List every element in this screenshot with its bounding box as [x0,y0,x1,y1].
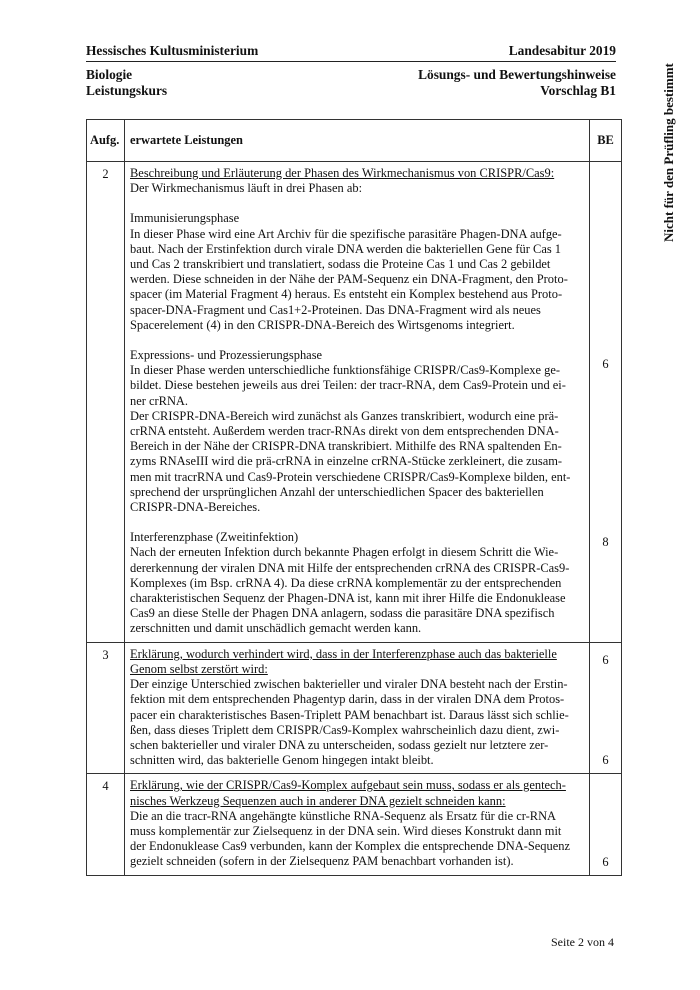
phase-3-text [130,545,584,636]
text-line: zerschnitten und damit unschädlich gemacht werden kann. [130,621,422,636]
document-type: Lösungs- und Bewertungshinweise [418,67,616,82]
task-3-points-cell [590,642,622,774]
task-2-content [125,162,590,643]
text-line: spacer (im Material Fragment 4) heraus. Es entsteht ein Komplex bestehend aus Proto- [130,287,563,302]
text-line: Die an die tracr-RNA angehängte künstliche RNA-Sequenz als Ersatz für die cr-RNA [130,808,557,823]
task-4-content [125,774,590,875]
exam-title: Landesabitur 2019 [508,43,616,58]
text-line: werden. Diese schneiden in der Nähe der PAM-Sequenz ein DNA-Fragment, den Proto- [130,272,568,287]
phase-2-points: 8 [602,535,609,549]
phase-1-points: 6 [602,357,609,371]
text-line: men mit tracrRNA und Cas9-Protein verschiedene CRISPR/Cas9-Komplexe bilden, ent- [130,469,571,484]
ministry-name: Hessisches Kultusministerium [86,43,259,58]
task-2-title: Beschreibung und Erläuterung der Phasen des Wirkmechanismus von CRISPR/Cas9: [130,166,555,180]
text-line: dererkennung der viralen DNA mit Hilfe der entsprechenden crRNA des CRISPR-Cas9- [130,560,570,575]
phase-2-text [130,363,584,515]
task-3-title-line: Genom selbst zerstört wird: [130,661,268,676]
phase-2-title: Expressions- und Prozessierungsphase [130,348,323,363]
course-name: Leistungskurs [86,83,168,98]
text-line: crRNA entsteht. Außerdem werden tracr-RNAs direkt von dem entsprechenden DNA- [130,424,559,439]
text-line: ner crRNA. [130,393,189,408]
text-line: gezielt schneiden (sofern in der Zielsequenz PAM benachbart vorhanden ist). [130,854,514,869]
text-line: Cas9 an diese Stelle der Phagen DNA anlagern, sodass die parasitäre DNA spezifisch [130,606,555,621]
task-3-content [125,642,590,774]
page-number: Seite 2 von 4 [551,935,614,949]
table-row-task-4 [87,774,622,875]
text-line: Der einzige Unterschied zwischen bakterieller und viraler DNA besteht nach der Erstin- [130,677,568,692]
text-line: fektion mit dem entsprechenden Phagentyp darin, dass in der viralen DNA dem Protos- [130,692,565,707]
text-line: schnitten wird, das bakterielle Genom hingegen intakt bleibt. [130,753,434,768]
text-line: muss komplementär zur Zielsequenz in der DNA sein. Wird dieses Konstrukt dann mit [130,823,562,838]
solutions-table [86,119,622,876]
task-2-points [590,162,622,667]
text-line: schen bakterieller und viraler DNA zu unterscheiden, sodass gezielt nur letztere zer- [130,737,549,752]
text-line: sprechend der ursprünglichen Anzahl der unterschiedlichen Spacer des bakteriellen [130,484,544,499]
text-line: baut. Nach der Erstinfektion durch virale DNA werden die bakteriellen Gene für Cas 1 [130,241,562,256]
table-row-task-3 [87,642,622,774]
task-3-title-line: Erklärung, wodurch verhindert wird, dass in der Interferenzphase auch das bakterielle [130,646,557,661]
task-3-points: 6 [602,753,609,768]
task-4-points: 6 [602,854,609,869]
header-expected: erwartete Leistungen [125,120,590,162]
text-line: spacer-DNA-Fragment und Cas1+2-Proteinen. Das DNA-Fragment wird als neues [130,302,541,317]
phase-1-title: Immunisierungsphase [130,211,240,226]
text-line: Der CRISPR-DNA-Bereich wird zunächst als Ganzes transkribiert, wodurch eine prä- [130,408,559,423]
proposal-label: Vorschlag B1 [540,83,616,98]
table-row-task-2 [87,162,622,643]
task-4-title-line: nisches Werkzeug Sequenzen auch in anderer DNA gezielt schneiden kann: [130,793,506,808]
phase-3-title: Interferenzphase (Zweitinfektion) [130,530,299,545]
header-divider [86,61,616,62]
text-line: In dieser Phase werden unterschiedliche funktionsfähige CRISPR/Cas9-Komplexe ge- [130,363,561,378]
task-number: 2 [87,162,125,643]
text-line: Nach der erneuten Infektion durch bekannte Phagen erfolgt in diesem Schritt die Wie- [130,545,559,560]
task-4-title-line: Erklärung, wie der CRISPR/Cas9-Komplex aufgebaut sein muss, sodass er als gentech- [130,778,566,793]
task-4-points-cell [590,774,622,875]
header-task: Aufg. [87,120,125,162]
text-line: und Cas 2 transkribiert und translatiert, sodass die Proteine Cas 1 und Cas 2 gebildet [130,257,551,272]
text-line: CRISPR-DNA-Bereiches. [130,500,261,515]
text-line: Bereich in der Nähe der CRISPR-DNA transkribiert. Mithilfe des RNA spaltenden En- [130,439,562,454]
phase-1-text [130,227,584,333]
text-line: zyms RNAseIII wird die prä-crRNA in einzelne crRNA-Stücke zerkleinert, die zusam- [130,454,563,469]
text-line: Spacerelement (4) in den CRISPR-DNA-Bereich des Wirtsgenoms integriert. [130,317,515,332]
task-number: 3 [87,642,125,774]
text-line: bildet. Diese bestehen jeweils aus drei Teilen: der tracr-RNA, dem Cas9-Protein und ei- [130,378,566,393]
phase-3-points: 6 [602,653,609,667]
header-points: BE [590,120,622,162]
side-note: Nicht für den Prüfling bestimmt [661,63,676,242]
text-line: ßen, dass dieses Triplett dem CRISPR/Cas9-Komplex wahrscheinlich dazu dient, zwi- [130,722,560,737]
text-line: charakteristischen Sequenz der Phagen-DNA ist, kann mit ihrer Hilfe die Endonuklease [130,591,566,606]
text-line: der Endonuklease Cas9 verbunden, kann der Komplex die entsprechende DNA-Sequenz [130,839,571,854]
task-2-intro: Der Wirkmechanismus läuft in drei Phasen ab: [130,181,363,196]
text-line: In dieser Phase wird eine Art Archiv für die spezifische parasitäre Phagen-DNA aufge- [130,226,562,241]
subject-name: Biologie [86,67,133,82]
text-line: Komplexes (im Bsp. crRNA 4). Da diese crRNA komplementär zu der entsprechenden [130,575,562,590]
text-line: pacer ein charakteristisches Basen-Triplett PAM benachbart ist. Daraus lässt sich schlie- [130,707,569,722]
task-number: 4 [87,774,125,875]
table-header-row [87,120,622,162]
